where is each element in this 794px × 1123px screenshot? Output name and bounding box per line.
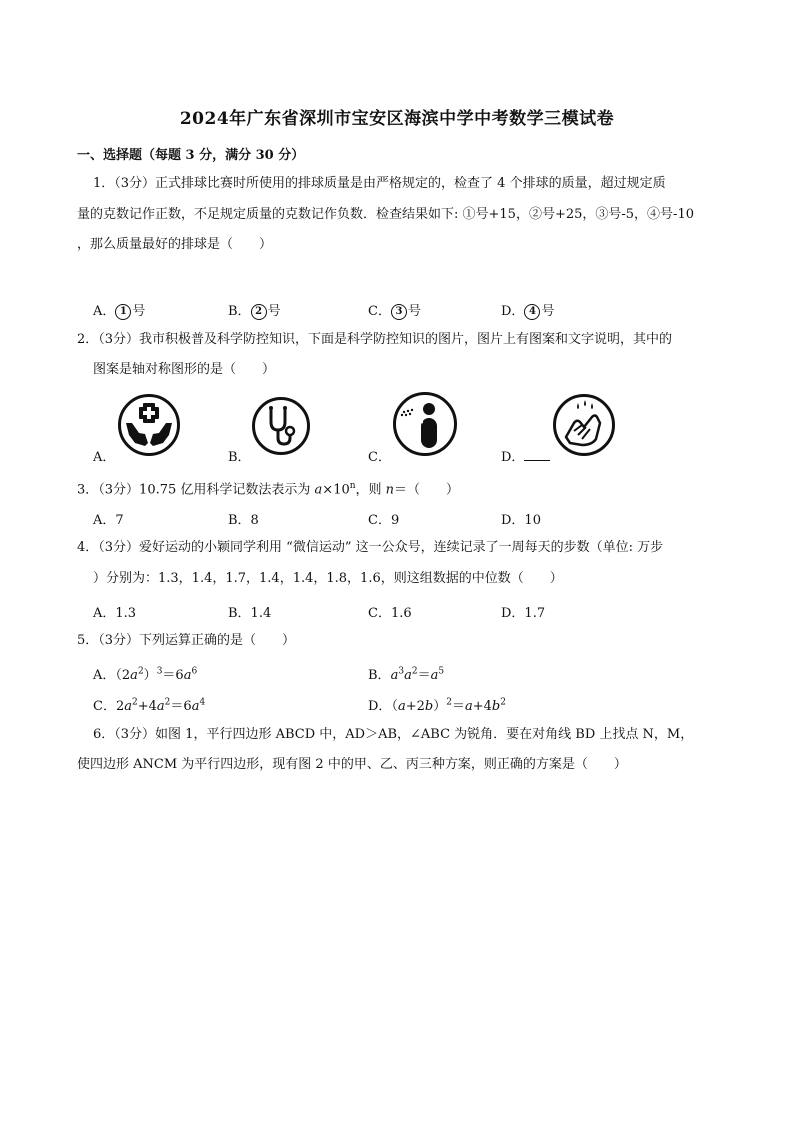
option-suffix: 号 <box>541 304 555 319</box>
q2-option-c-label: C． <box>368 450 391 465</box>
q3-option-d: D．10 <box>501 513 541 528</box>
q6-line-2: 使四边形 ANCM 为平行四边形，现有图 2 中的甲、乙、丙三种方案，则正确的方案是（ ） <box>77 757 627 772</box>
cough-person-icon <box>392 391 458 457</box>
option-label: D． <box>501 304 525 319</box>
q4-option-b: B．1.4 <box>228 606 272 621</box>
q3-option-b: B．8 <box>228 513 259 528</box>
hand-washing-icon <box>552 393 616 457</box>
q1-line-3: ，那么质量最好的排球是（ ） <box>77 237 273 252</box>
q4-option-c: C．1.6 <box>368 606 412 621</box>
q4-option-d: D．1.7 <box>501 606 546 621</box>
q3-option-a: A．7 <box>93 513 124 528</box>
q5-option-c: C．$2a^2+4a^2=6a^4$ <box>93 697 206 714</box>
q2-option-b-label: B． <box>228 450 251 465</box>
q4-option-a: A．1.3 <box>93 606 137 621</box>
q5-stem: 5．（3分）下列运算正确的是（ ） <box>77 633 296 648</box>
hands-plus-icon <box>117 393 181 457</box>
q1-option-c <box>368 300 421 320</box>
q2-option-a-label: A． <box>93 450 116 465</box>
circled-number: 3 <box>391 304 407 320</box>
q1-option-b <box>228 300 281 320</box>
q3-stem: 3．（3分）10.75 亿用科学记数法表示为 $a\times 10^n$，则 n＝（ ） <box>77 481 460 498</box>
option-label: A． <box>93 304 116 319</box>
q1-option-a <box>93 300 145 320</box>
q5-option-d: D．$(a+2b)^2=a+4b^2$ <box>368 697 506 714</box>
q2-line-1: 2．（3分）我市积极普及科学防控知识，下面是科学防控知识的图片，图片上有图案和文字说明，其中的 <box>77 332 673 347</box>
circled-number: 2 <box>251 304 267 320</box>
option-label: C． <box>368 304 391 319</box>
q1-line-2: 量的克数记作正数，不足规定质量的克数记作负数．检查结果如下: ①号+15，②号+25，③号-5，④号-10 <box>77 207 694 222</box>
q2-option-d-label: D． <box>501 446 550 465</box>
q6-line-1: 6．（3分）如图 1，平行四边形 ABCD 中，AD＞AB，∠ABC 为锐角．要在对角线 BD 上找点 N，M， <box>93 727 694 742</box>
page-title: 2024年广东省深圳市宝安区海滨中学中考数学三模试卷 <box>179 109 615 129</box>
option-suffix: 号 <box>407 304 421 319</box>
section-heading: 一、选择题（每题 3 分，满分 30 分） <box>77 148 305 163</box>
q4-line-2: ）分别为：1.3，1.4，1.7，1.4，1.4，1.8，1.6，则这组数据的中位数（ ） <box>93 571 563 586</box>
option-suffix: 号 <box>132 304 146 319</box>
q4-line-1: 4．（3分）爱好运动的小颖同学利用 “微信运动” 这一公众号，连续记录了一周每天的步数（单位: 万步 <box>77 540 664 555</box>
underline-blank <box>524 448 550 461</box>
q5-option-b: B．$a^3a^2=a^5$ <box>368 666 445 683</box>
circled-number: 4 <box>524 304 540 320</box>
option-suffix: 号 <box>267 304 281 319</box>
q3-option-c: C．9 <box>368 513 400 528</box>
q1-option-d <box>501 300 554 320</box>
q1-line-1: 1．（3分）正式排球比赛时所使用的排球质量是由严格规定的，检查了 4 个排球的质量，超过规定质 <box>93 176 666 191</box>
option-label: B． <box>228 304 251 319</box>
q2-line-2: 图案是轴对称图形的是（ ） <box>93 362 276 377</box>
stethoscope-icon <box>251 396 311 456</box>
circled-number: 1 <box>115 304 131 320</box>
q5-option-a: A．$(2a^2)^3=6a^6$ <box>93 666 198 683</box>
